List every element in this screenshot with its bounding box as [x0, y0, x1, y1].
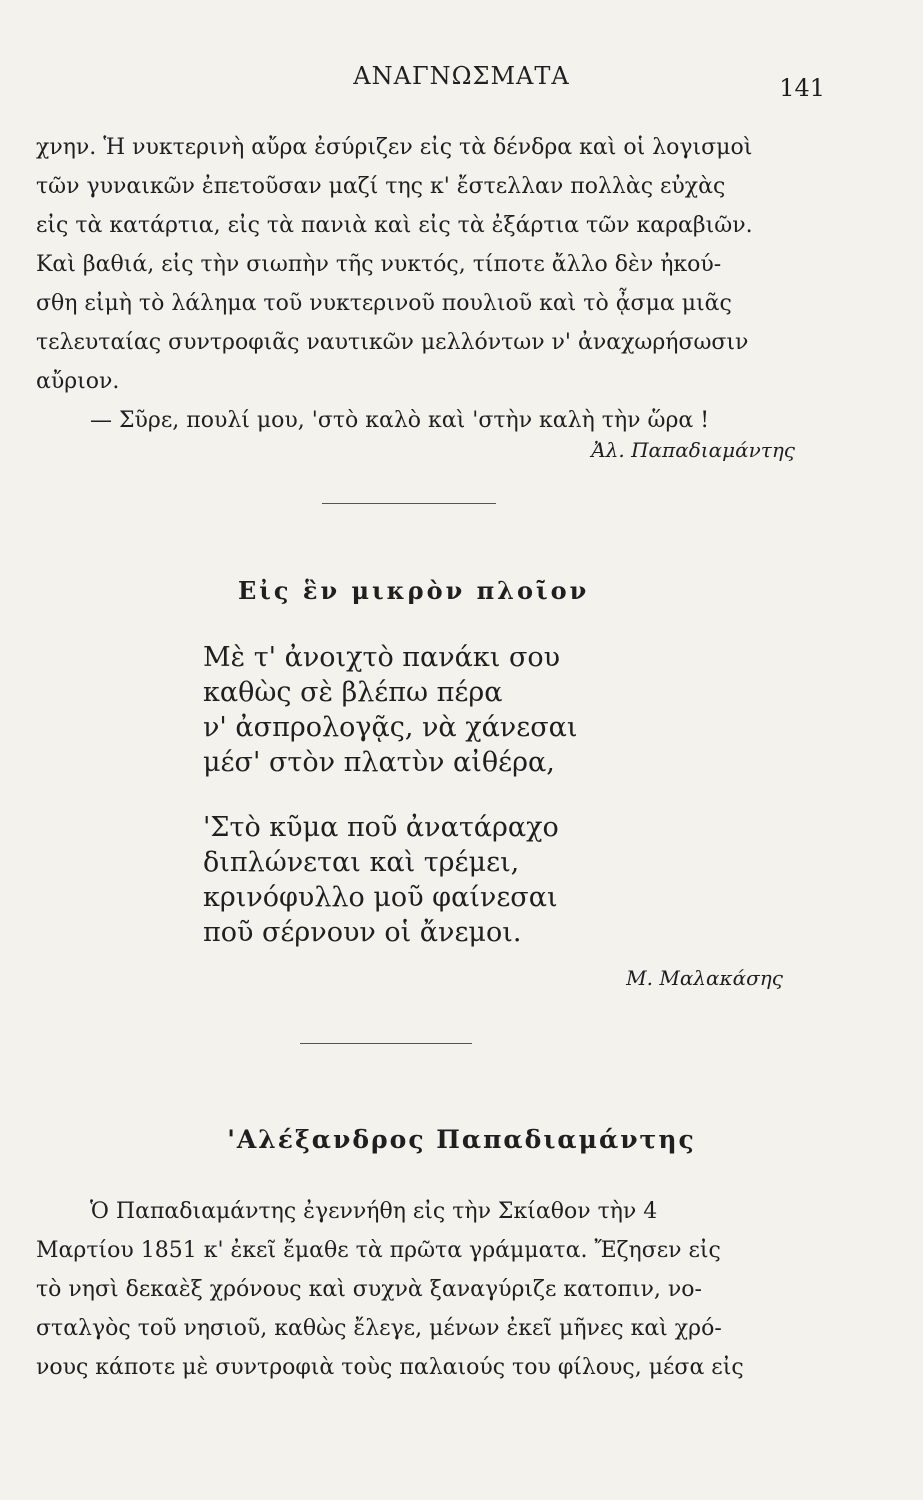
text-line: Καὶ βαθιά, εἰς τὴν σιωπὴν τῆς νυκτός, τίποτε ἄλλο δὲν ἠκού-	[36, 252, 722, 277]
text-line: τελευταίας συντροφιᾶς ναυτικῶν μελλόντων ν' ἀναχωρήσωσιν	[36, 330, 749, 355]
poem-line: καθὼς σὲ βλέπω πέρα	[203, 677, 503, 708]
text-line: νους κάποτε μὲ συντροφιὰ τοὺς παλαιούς του φίλους, μέσα εἰς	[36, 1355, 744, 1380]
biography-paragraph	[36, 1192, 826, 1387]
text-line: τῶν γυναικῶν ἐπετοῦσαν μαζί της κ' ἔστελλαν πολλὰς εὐχὰς	[36, 174, 726, 199]
biography-title: 'Αλέξανδρος Παπαδιαμάντης	[227, 1125, 696, 1154]
section-divider	[300, 1043, 472, 1044]
intro-paragraph	[36, 128, 826, 440]
poem-line: διπλώνεται καὶ τρέμει,	[203, 847, 520, 878]
poem-stanza	[203, 640, 577, 780]
author-signature: Ἀλ. Παπαδιαμάντης	[591, 438, 795, 462]
text-line: αὔριον.	[36, 369, 120, 394]
poem-stanza	[203, 810, 559, 950]
poem-line: Μὲ τ' ἀνοιχτὸ πανάκι σου	[203, 642, 561, 673]
running-header: ΑΝΑΓΝΩΣΜΑΤΑ	[353, 62, 570, 90]
section-divider	[322, 503, 496, 504]
poet-signature: Μ. Μαλακάσης	[626, 966, 783, 990]
poem-line: μέσ' στὸν πλατὺν αἰθέρα,	[203, 747, 555, 778]
text-line: Ὁ Παπαδιαμάντης ἐγεννήθη εἰς τὴν Σκίαθον τὴν 4	[90, 1199, 658, 1224]
poem-line: κρινόφυλλο μοῦ φαίνεσαι	[203, 882, 558, 913]
poem-title: Εἰς ἓν μικρὸν πλοῖον	[238, 576, 590, 605]
page-number: 141	[779, 74, 825, 102]
text-line: σθη εἰμὴ τὸ λάλημα τοῦ νυκτερινοῦ πουλιοῦ καὶ τὸ ᾆσμα μιᾶς	[36, 291, 732, 316]
poem-line: ποῦ σέρνουν οἱ ἄνεμοι.	[203, 917, 522, 948]
poem-line: ν' ἀσπρολογᾷς, νὰ χάνεσαι	[203, 712, 578, 743]
quote-line: — Σῦρε, πουλί μου, 'στὸ καλὸ καὶ 'στὴν καλὴ τὴν ὥρα !	[90, 408, 710, 433]
text-line: Μαρτίου 1851 κ' ἐκεῖ ἔμαθε τὰ πρῶτα γράμματα. Ἔζησεν εἰς	[36, 1238, 721, 1263]
text-line: εἰς τὰ κατάρτια, εἰς τὰ πανιὰ καὶ εἰς τὰ ἐξάρτια τῶν καραβιῶν.	[36, 213, 753, 238]
text-line: σταλγὸς τοῦ νησιοῦ, καθὼς ἔλεγε, μένων ἐκεῖ μῆνες καὶ χρό-	[36, 1316, 722, 1341]
text-line: τὸ νησὶ δεκαὲξ χρόνους καὶ συχνὰ ξαναγύριζε κατοπιν, νο-	[36, 1277, 702, 1302]
text-line: χνην. Ἡ νυκτερινὴ αὔρα ἐσύριζεν εἰς τὰ δένδρα καὶ οἱ λογισμοὶ	[36, 135, 753, 160]
poem-line: 'Στὸ κῦμα ποῦ ἀνατάραχο	[203, 812, 559, 843]
